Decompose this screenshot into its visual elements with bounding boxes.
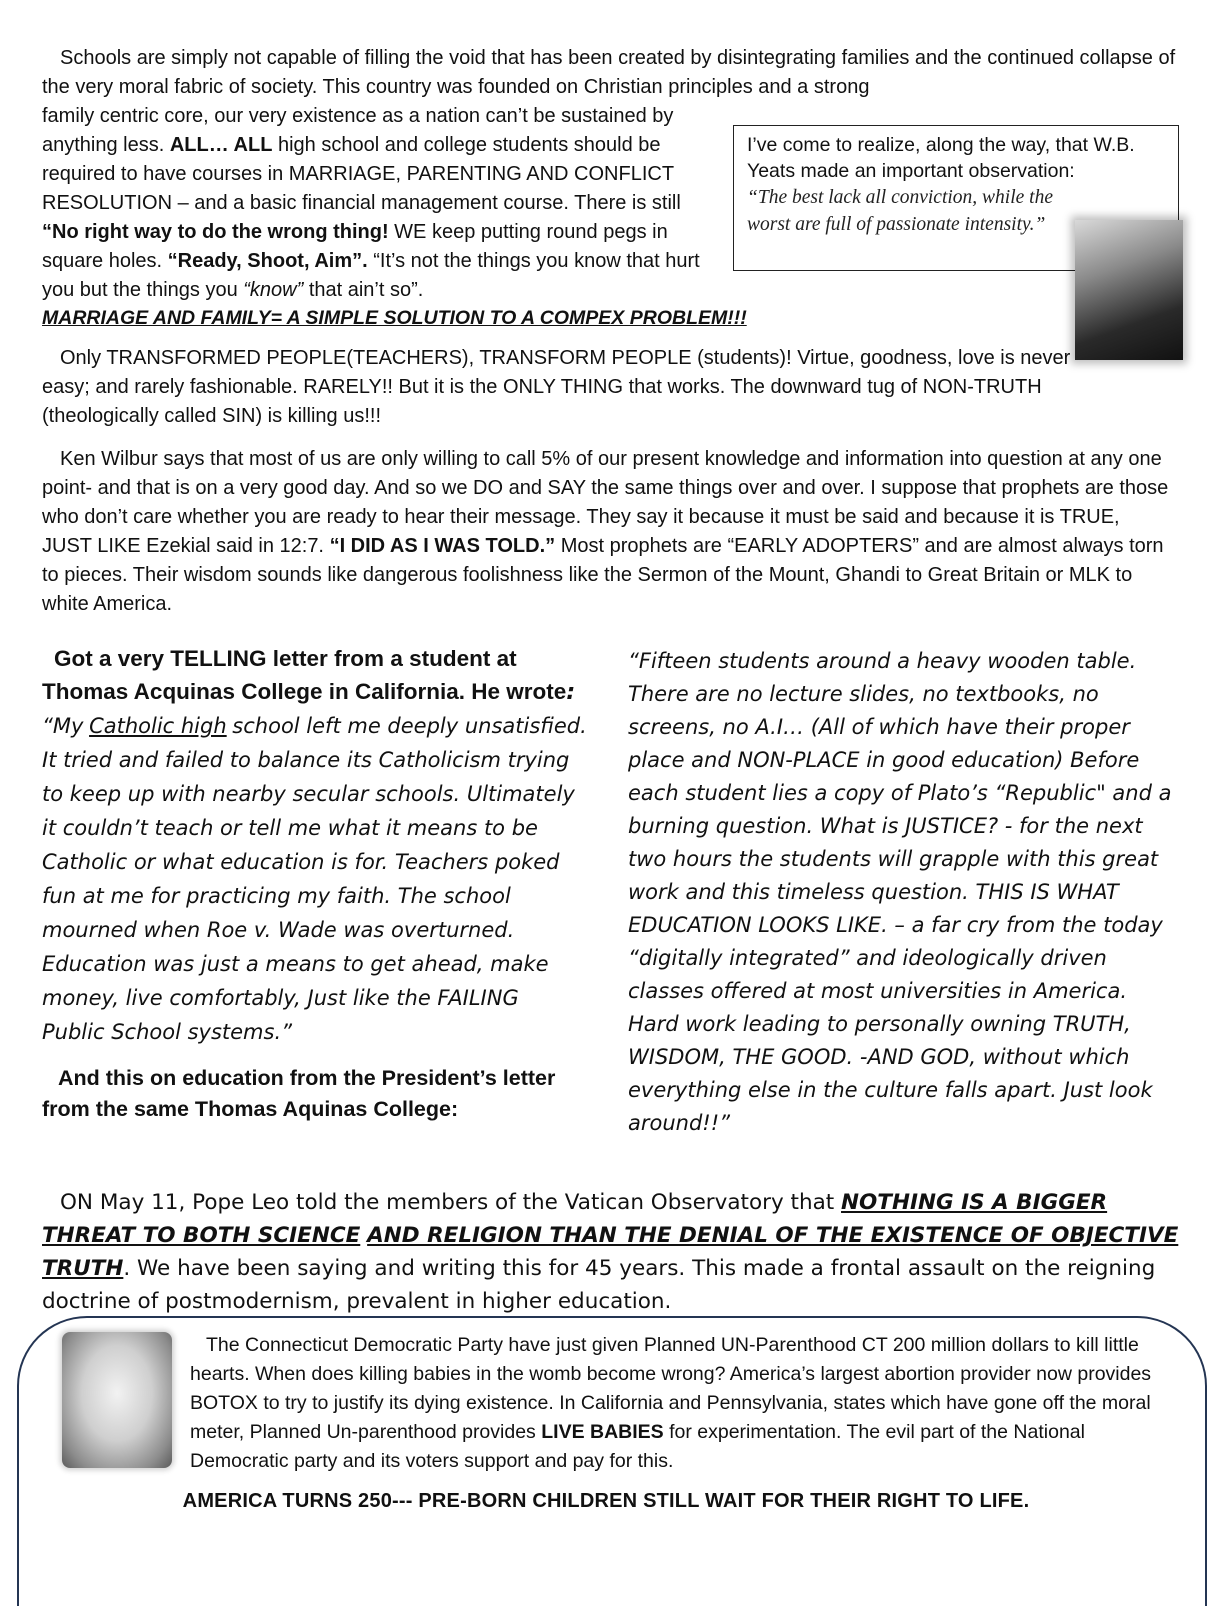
para3-text: Ken Wilbur says that most of us are only willing to call 5% of our present knowledge and information into question at any one point- and that is on a very good day. And so we DO and SAY the same things over and over. I suppose that prophets are those who don’t care whether you are ready to hear their message. They say it because it must be said and because it is TRUE, JUST LIKE Ezekial said in 12:7.	[42, 448, 1169, 557]
pope-bold-1: NOTHING IS A BIGGER THREAT TO BOTH SCIENCE	[42, 1190, 1108, 1248]
para2	[42, 344, 1117, 431]
marriage-family-headline: MARRIAGE AND FAMILY= A SIMPLE SOLUTION TO A COMPEX PROBLEM!!!	[42, 307, 747, 329]
ready-shoot-aim: “Ready, Shoot, Aim”.	[167, 250, 368, 272]
know-emphasis: “know”	[243, 279, 304, 301]
para3	[42, 445, 1172, 619]
pro-life-text	[190, 1331, 1162, 1476]
baby-photo	[62, 1332, 172, 1468]
student-quote: school left me deeply unsatisfied. It tried and failed to balance its Catholicism trying to keep up with nearby secular schools. Ultimately it couldn’t teach or tell me what it means to be Catholic or what education is for. Teachers poked fun at me for practicing my faith. The school mourned when Roe v. Wade was overturned. Education was just a means to get ahead, make money, live comfortably, Just like the FAILING Public School systems.”	[42, 714, 587, 1044]
para1-column	[42, 44, 1182, 305]
para1-top-lines: Schools are simply not capable of filling the void that has been created by disintegrating families and the continued collapse of the very moral fabric of society. This country was founded on Christian principles and a strong	[42, 47, 1176, 98]
left-column	[42, 642, 587, 1125]
right-column-quote	[628, 645, 1180, 1140]
para3-tail: Most prophets are “EARLY ADOPTERS” and are almost always torn to pieces. Their wisdom sounds like dangerous foolishness like the Sermon of the Mount, Ghandi to Great Britain or MLK to white America.	[42, 535, 1164, 615]
yeats-intro: I’ve come to realize, along the way, that W.B. Yeats made an important observation:	[747, 134, 1135, 182]
para1-mid: WE keep putting round pegs in square holes.	[42, 221, 668, 272]
pope-tail: . We have been saying and writing this for 45 years. This made a frontal assault on the reigning doctrine of postmodernism, prevalent in higher education.	[42, 1256, 1156, 1314]
live-babies: LIVE BABIES	[541, 1421, 664, 1443]
president-letter-intro	[42, 1063, 587, 1125]
para1-tail1: “It’s not the things you know that hurt you but the things you	[42, 250, 700, 301]
all-all: ALL… ALL	[169, 134, 273, 156]
pope-paragraph	[42, 1186, 1182, 1318]
pope-lead: ON May 11, Pope Leo told the members of the Vatican Observatory that	[60, 1190, 835, 1215]
yeats-quote: “The best lack all conviction, while the worst are full of passionate intensity.”	[747, 187, 1053, 235]
america-250-banner: AMERICA TURNS 250--- PRE-BORN CHILDREN STILL WAIT FOR THEIR RIGHT TO LIFE.	[182, 1490, 1030, 1512]
republic-quote: “Fifteen students around a heavy wooden table. There are no lecture slides, no textbooks, no screens, no A.I… (All of which have their proper place and NON-PLACE in good education) Before each student lies a copy of Plato’s “Republic" and a burning question. What is JUSTICE? - for the next two hours the students will grapple with this great work and this timeless question. THIS IS WHAT EDUCATION LOOKS LIKE. – a far cry from the today “digitally integrated” and ideologically driven classes offered at most universities in America. Hard work leading to personally owning TRUTH, WISDOM, THE GOOD. -AND GOD, without which everything else in the culture falls apart. Just look around!!”	[628, 649, 1172, 1135]
president-letter-text: And this on education from the President’s letter from the same Thomas Aquinas College:	[42, 1066, 556, 1121]
pro-life-tail: for experimentation. The evil part of the National Democratic party and its voters support and pay for this.	[190, 1421, 1085, 1472]
no-right-way: “No right way to do the wrong thing!	[42, 221, 389, 243]
colon: :	[566, 679, 576, 705]
para1-wrapped-lines	[42, 105, 700, 301]
para1-lead-rest: family centric core, our very existence as a nation can’t be sustained by anything less.	[42, 105, 674, 156]
pro-life-body: The Connecticut Democratic Party have just given Planned UN-Parenthood CT 200 million dollars to kill little hearts. When does killing babies in the womb become wrong? America’s largest abortion provider now provides BOTOX to try to justify its dying existence. In California and Pennsylvania, states which have gone off the moral meter, Planned Un-parenthood provides	[190, 1334, 1152, 1443]
para1-requirement: high school and college students should be required to have courses in MARRIAGE, PARENTING AND CONFLICT RESOLUTION – and a basic financial management course. There is still	[42, 134, 681, 214]
pope-bold-2: AND RELIGION THAN THE DENIAL OF THE EXISTENCE OF OBJECTIVE TRUTH	[42, 1223, 1179, 1281]
para1-tail2: that ain’t so”.	[303, 279, 424, 301]
para3-bold: “I DID AS I WAS TOLD.”	[329, 535, 556, 557]
student-letter-intro: Got a very TELLING letter from a student at Thomas Acquinas College in California. He wrote	[42, 646, 567, 704]
para2-text: Only TRANSFORMED PEOPLE(TEACHERS), TRANSFORM PEOPLE (students)! Virtue, goodness, love is never easy; and rarely fashionable. RARELY!! But it is the ONLY THING that works. The downward tug of NON-TRUTH (theologically called SIN) is killing us!!!	[42, 347, 1071, 427]
quote-open: “My	[42, 714, 84, 738]
catholic-high-link: Catholic high	[89, 714, 227, 738]
